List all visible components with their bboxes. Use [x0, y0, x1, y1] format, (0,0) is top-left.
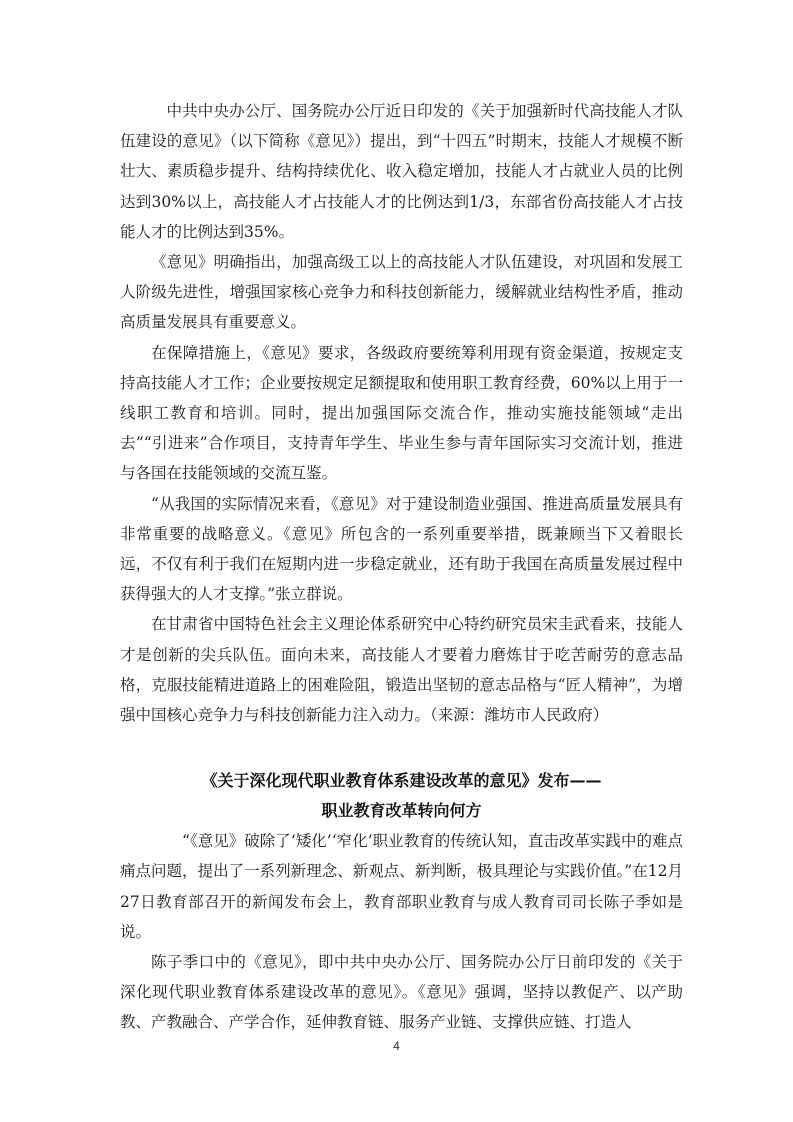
- paragraph: 在保障措施上，《意见》要求，各级政府要统筹利用现有资金渠道，按规定支持高技能人才工作；企业要按规定足额提取和使用职工教育经费，60%以上用于一线职工教育和培训。同时，提出加强国际交流合作，推动实施技能领域“走出去”“引进来”合作项目，支持青年学生、毕业生参与青年国际实习交流计划，推进与各国在技能领域的交流互鉴。: [120, 343, 683, 483]
- section-title-line-1: 《关于深化现代职业教育体系建设改革的意见》发布——: [201, 771, 602, 791]
- page-number: 4: [393, 1039, 400, 1053]
- paragraph: 《意见》明确指出，加强高级工以上的高技能人才队伍建设，对巩固和发展工人阶级先进性，增强国家核心竞争力和科技创新能力，缓解就业结构性矛盾，推动高质量发展具有重要意义。: [120, 253, 683, 332]
- paragraph: 陈子季口中的《意见》，即中共中央办公厅、国务院办公厅日前印发的《关于深化现代职业教育体系建设改革的意见》。《意见》强调，坚持以教促产、以产助教、产教融合、产学合作，延伸教育链、服务产业链、支撑供应链、打造人: [120, 953, 683, 1032]
- paragraph: 在甘肃省中国特色社会主义理论体系研究中心特约研究员宋圭武看来，技能人才是创新的尖兵队伍。面向未来，高技能人才要着力磨炼甘于吃苦耐劳的意志品格，克服技能精进道路上的困难险阻，锻造出坚韧的意志品格与“匠人精神”，为增强中国核心竞争力与科技创新能力注入动力。（来源：潍坊市人民政府）: [120, 615, 683, 725]
- section-title-line-2: 职业教育改革转向何方: [321, 801, 482, 821]
- document-body: [120, 96, 683, 1038]
- paragraph: 中共中央办公厅、国务院办公厅近日印发的《关于加强新时代高技能人才队伍建设的意见》（以下简称《意见》）提出，到“十四五”时期末，技能人才规模不断壮大、素质稳步提升、结构持续优化、收入稳定增加，技能人才占就业人员的比例达到30%以上，高技能人才占技能人才的比例达到1/3，东部省份高技能人才占技能人才的比例达到35%。: [120, 102, 683, 241]
- paragraph: “从我国的实际情况来看，《意见》对于建设制造业强国、推进高质量发展具有非常重要的战略意义。《意见》所包含的一系列重要举措，既兼顾当下又着眼长远，不仅有利于我们在短期内进一步稳定就业，还有助于我国在高质量发展过程中获得强大的人才支撑。”张立群说。: [120, 494, 683, 604]
- paragraph: “《意见》破除了‘矮化’‘窄化’职业教育的传统认知，直击改革实践中的难点痛点问题，提出了一系列新理念、新观点、新判断，极具理论与实践价值。”在12月27日教育部召开的新闻发布会上，教育部职业教育与成人教育司司长陈子季如是说。: [120, 832, 683, 941]
